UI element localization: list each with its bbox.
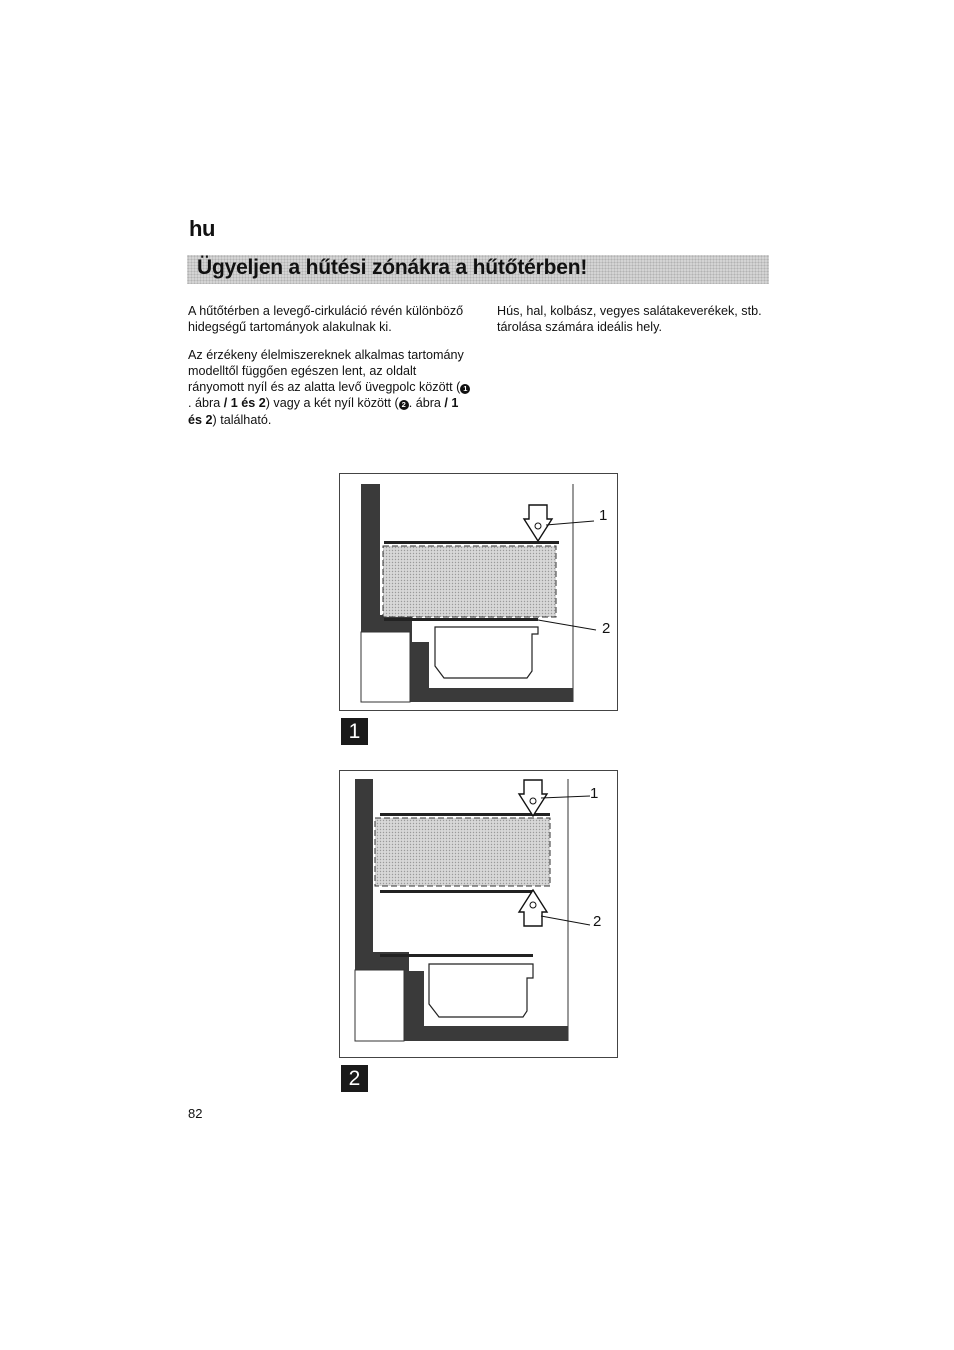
figure-2-badge: 2 (341, 1065, 368, 1092)
crisper-drawer (435, 627, 538, 678)
bold-ref: / 1 és 2 (223, 396, 266, 411)
section-title-bar (187, 255, 769, 284)
figure-ref-circle-1: 1 (460, 384, 470, 394)
left-paragraph-2 (188, 347, 473, 428)
leader-line-1 (541, 796, 590, 798)
text-run: . ábra (188, 396, 224, 411)
left-paragraph-1: A hűtőtérben a levegő-cirkuláció révén különböző hidegségű tartományok alakulnak ki. (188, 304, 464, 335)
callout-1: 1 (599, 507, 608, 524)
figure-1-fridge-diagram (339, 473, 618, 711)
left-text-column (188, 303, 473, 452)
cold-zone (375, 818, 550, 886)
glass-shelf-top (380, 813, 550, 816)
callout-2: 2 (593, 913, 602, 930)
figure-1-badge: 1 (341, 718, 368, 745)
figure-2-drawing (340, 771, 617, 1057)
figure-ref-circle-2: 2 (399, 400, 409, 410)
text-run: ) található. (212, 412, 272, 427)
glass-shelf-upper (384, 541, 559, 544)
glass-shelf-middle (380, 890, 533, 893)
right-text-column (497, 303, 777, 347)
figure-1-drawing (340, 474, 617, 710)
cold-zone (383, 546, 556, 617)
text-run: Az érzékeny élelmiszereknek alkalmas tartomány modelltől függően egészen lent, az oldalt rányomott nyíl és az alatta levő üvegpolc között ( (188, 347, 464, 395)
glass-shelf-bottom (380, 954, 533, 957)
leader-line-2 (538, 620, 596, 630)
language-code: hu (189, 216, 215, 241)
right-paragraph-1: Hús, hal, kolbász, vegyes salátakeverékek, stb. tárolása számára ideális hely. (497, 304, 762, 335)
callout-1: 1 (590, 785, 599, 802)
leader-line-2 (541, 916, 590, 925)
bold-ref: / 1 és 2 (188, 396, 459, 427)
figure-2-fridge-diagram (339, 770, 618, 1058)
callout-2: 2 (602, 620, 611, 637)
compressor-box (361, 632, 410, 702)
text-run: . ábra (408, 396, 445, 411)
crisper-drawer (429, 964, 533, 1017)
leader-line-1 (546, 521, 594, 525)
glass-shelf-lower (384, 618, 538, 621)
section-title: Ügyeljen a hűtési zónákra a hűtőtérben! (197, 256, 588, 279)
page-number: 82 (188, 1106, 203, 1121)
text-run: ) vagy a két nyíl között ( (265, 396, 399, 411)
compressor-box (355, 970, 404, 1041)
